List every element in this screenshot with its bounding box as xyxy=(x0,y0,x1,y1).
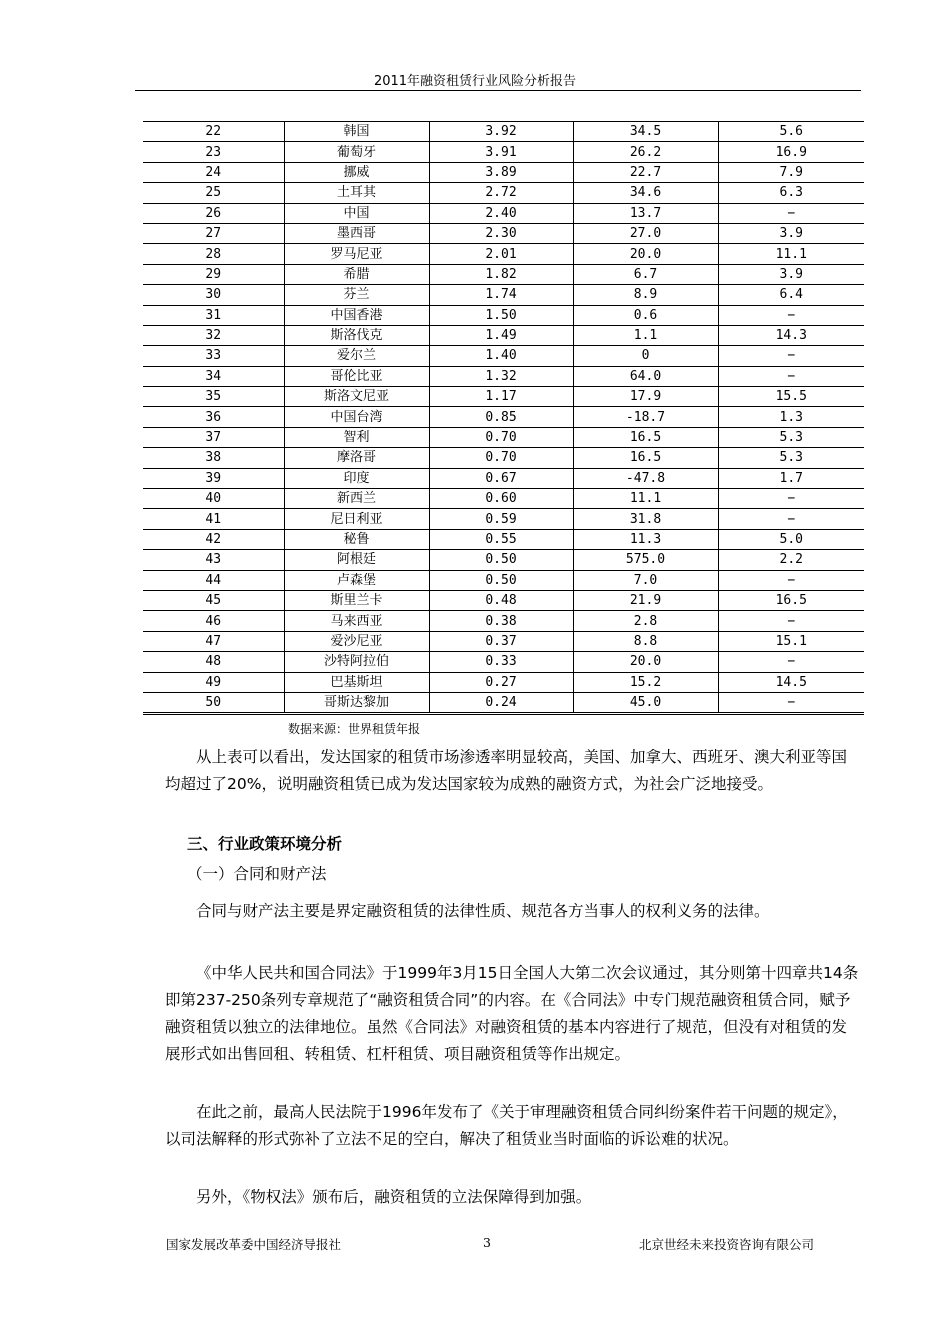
growth-cell: 26.2 xyxy=(573,142,718,162)
rate-cell: − xyxy=(718,570,864,590)
growth-cell: 16.5 xyxy=(573,448,718,468)
table-row xyxy=(143,285,864,305)
growth-cell: 575.0 xyxy=(573,550,718,570)
table-row xyxy=(143,692,864,713)
footer-page-number: 3 xyxy=(483,1235,491,1250)
rate-cell: 5.3 xyxy=(718,448,864,468)
country-cell: 中国 xyxy=(284,203,429,223)
country-cell: 爱尔兰 xyxy=(284,346,429,366)
rate-cell: 5.3 xyxy=(718,427,864,447)
share-cell: 0.85 xyxy=(429,407,573,427)
growth-cell: 6.7 xyxy=(573,264,718,284)
country-cell: 葡萄牙 xyxy=(284,142,429,162)
country-cell: 罗马尼亚 xyxy=(284,244,429,264)
rank-cell: 31 xyxy=(143,305,284,325)
growth-cell: 1.1 xyxy=(573,325,718,345)
rate-cell: 7.9 xyxy=(718,162,864,182)
growth-cell: 20.0 xyxy=(573,244,718,264)
rate-cell: − xyxy=(718,509,864,529)
share-cell: 0.67 xyxy=(429,468,573,488)
share-cell: 1.74 xyxy=(429,285,573,305)
table-row xyxy=(143,529,864,549)
table-row xyxy=(143,448,864,468)
share-cell: 0.55 xyxy=(429,529,573,549)
growth-cell: 8.8 xyxy=(573,631,718,651)
share-cell: 2.40 xyxy=(429,203,573,223)
rate-cell: 5.6 xyxy=(718,122,864,142)
rank-cell: 23 xyxy=(143,142,284,162)
growth-cell: 34.6 xyxy=(573,183,718,203)
share-cell: 2.01 xyxy=(429,244,573,264)
rank-cell: 48 xyxy=(143,652,284,672)
rank-cell: 35 xyxy=(143,387,284,407)
rank-cell: 45 xyxy=(143,590,284,610)
country-cell: 尼日利亚 xyxy=(284,509,429,529)
rank-cell: 49 xyxy=(143,672,284,692)
growth-cell: 8.9 xyxy=(573,285,718,305)
rank-cell: 38 xyxy=(143,448,284,468)
table-row xyxy=(143,590,864,610)
growth-cell: 22.7 xyxy=(573,162,718,182)
share-cell: 0.60 xyxy=(429,489,573,509)
rank-cell: 43 xyxy=(143,550,284,570)
country-cell: 卢森堡 xyxy=(284,570,429,590)
country-cell: 印度 xyxy=(284,468,429,488)
table-row xyxy=(143,427,864,447)
table-row xyxy=(143,468,864,488)
share-cell: 1.17 xyxy=(429,387,573,407)
growth-cell: 45.0 xyxy=(573,692,718,713)
share-cell: 0.37 xyxy=(429,631,573,651)
share-cell: 0.50 xyxy=(429,550,573,570)
rank-cell: 47 xyxy=(143,631,284,651)
paragraph-contract-law-intro: 合同与财产法主要是界定融资租赁的法律性质、规范各方当事人的权利义务的法律。 xyxy=(196,902,770,920)
growth-cell: 17.9 xyxy=(573,387,718,407)
share-cell: 2.72 xyxy=(429,183,573,203)
table-row xyxy=(143,672,864,692)
table-row xyxy=(143,366,864,386)
rate-cell: 11.1 xyxy=(718,244,864,264)
growth-cell: 7.0 xyxy=(573,570,718,590)
country-cell: 芬兰 xyxy=(284,285,429,305)
share-cell: 3.92 xyxy=(429,122,573,142)
growth-cell: -47.8 xyxy=(573,468,718,488)
table-row xyxy=(143,244,864,264)
table-row xyxy=(143,223,864,243)
table-source-note: 数据来源：世界租赁年报 xyxy=(288,722,421,736)
share-cell: 0.33 xyxy=(429,652,573,672)
country-cell: 斯洛文尼亚 xyxy=(284,387,429,407)
paragraph-property-law: 另外，《物权法》颁布后，融资租赁的立法保障得到加强。 xyxy=(196,1188,592,1206)
country-cell: 挪威 xyxy=(284,162,429,182)
table-row xyxy=(143,162,864,182)
country-cell: 智利 xyxy=(284,427,429,447)
rate-cell: − xyxy=(718,611,864,631)
country-cell: 哥伦比亚 xyxy=(284,366,429,386)
table-row xyxy=(143,550,864,570)
table-row xyxy=(143,631,864,651)
share-cell: 1.32 xyxy=(429,366,573,386)
share-cell: 0.70 xyxy=(429,448,573,468)
rate-cell: − xyxy=(718,489,864,509)
share-cell: 0.70 xyxy=(429,427,573,447)
country-cell: 新西兰 xyxy=(284,489,429,509)
table-row xyxy=(143,325,864,345)
growth-cell: 11.3 xyxy=(573,529,718,549)
table-row xyxy=(143,652,864,672)
growth-cell: 15.2 xyxy=(573,672,718,692)
rank-cell: 28 xyxy=(143,244,284,264)
country-cell: 爱沙尼亚 xyxy=(284,631,429,651)
paragraph-supreme-court: 在此之前，最高人民法院于1996年发布了《关于审理融资租赁合同纠纷案件若干问题的规定》，以司法解释的形式弥补了立法不足的空白，解决了租赁业当时面临的诉讼难的状况。 xyxy=(165,1103,848,1148)
rate-cell: 15.5 xyxy=(718,387,864,407)
rank-cell: 24 xyxy=(143,162,284,182)
country-cell: 哥斯达黎加 xyxy=(284,692,429,713)
country-cell: 韩国 xyxy=(284,122,429,142)
rate-cell: − xyxy=(718,346,864,366)
paragraph-penetration-summary: 从上表可以看出，发达国家的租赁市场渗透率明显较高，美国、加拿大、西班牙、澳大利亚等国均超过了20%，说明融资租赁已成为发达国家较为成熟的融资方式，为社会广泛地接受。 xyxy=(165,748,848,793)
page-header-title: 2011年融资租赁行业风险分析报告 xyxy=(373,74,577,89)
section-heading: 三、行业政策环境分析 xyxy=(187,835,343,853)
share-cell: 0.27 xyxy=(429,672,573,692)
growth-cell: -18.7 xyxy=(573,407,718,427)
table-body xyxy=(143,122,864,714)
header-rule xyxy=(135,90,861,91)
share-cell: 0.59 xyxy=(429,509,573,529)
share-cell: 1.82 xyxy=(429,264,573,284)
growth-cell: 21.9 xyxy=(573,590,718,610)
growth-cell: 34.5 xyxy=(573,122,718,142)
country-cell: 土耳其 xyxy=(284,183,429,203)
table-row xyxy=(143,183,864,203)
growth-cell: 64.0 xyxy=(573,366,718,386)
growth-cell: 20.0 xyxy=(573,652,718,672)
share-cell: 0.38 xyxy=(429,611,573,631)
country-cell: 墨西哥 xyxy=(284,223,429,243)
share-cell: 1.49 xyxy=(429,325,573,345)
rate-cell: − xyxy=(718,305,864,325)
rate-cell: 1.7 xyxy=(718,468,864,488)
country-cell: 阿根廷 xyxy=(284,550,429,570)
rank-cell: 37 xyxy=(143,427,284,447)
rate-cell: 1.3 xyxy=(718,407,864,427)
rank-cell: 30 xyxy=(143,285,284,305)
rate-cell: 2.2 xyxy=(718,550,864,570)
table-row xyxy=(143,387,864,407)
table-row xyxy=(143,203,864,223)
share-cell: 0.50 xyxy=(429,570,573,590)
rank-cell: 42 xyxy=(143,529,284,549)
growth-cell: 2.8 xyxy=(573,611,718,631)
country-cell: 摩洛哥 xyxy=(284,448,429,468)
rank-cell: 40 xyxy=(143,489,284,509)
rate-cell: 3.9 xyxy=(718,264,864,284)
footer-publisher: 国家发展改革委中国经济导报社 xyxy=(166,1237,342,1252)
rate-cell: 14.3 xyxy=(718,325,864,345)
country-cell: 斯洛伐克 xyxy=(284,325,429,345)
rank-cell: 41 xyxy=(143,509,284,529)
rank-cell: 25 xyxy=(143,183,284,203)
table-row xyxy=(143,489,864,509)
rate-cell: 6.3 xyxy=(718,183,864,203)
table-row xyxy=(143,611,864,631)
rank-cell: 39 xyxy=(143,468,284,488)
growth-cell: 31.8 xyxy=(573,509,718,529)
growth-cell: 11.1 xyxy=(573,489,718,509)
rank-cell: 46 xyxy=(143,611,284,631)
country-cell: 中国香港 xyxy=(284,305,429,325)
rate-cell: 16.5 xyxy=(718,590,864,610)
country-cell: 沙特阿拉伯 xyxy=(284,652,429,672)
rate-cell: 14.5 xyxy=(718,672,864,692)
rank-cell: 44 xyxy=(143,570,284,590)
country-cell: 斯里兰卡 xyxy=(284,590,429,610)
table-row xyxy=(143,509,864,529)
table-row xyxy=(143,122,864,142)
rate-cell: 5.0 xyxy=(718,529,864,549)
country-cell: 秘鲁 xyxy=(284,529,429,549)
table-row xyxy=(143,142,864,162)
rate-cell: − xyxy=(718,652,864,672)
table-row xyxy=(143,264,864,284)
country-cell: 中国台湾 xyxy=(284,407,429,427)
paragraph-contract-law-details: 《中华人民共和国合同法》于1999年3月15日全国人大第二次会议通过，其分则第十四章共14条即第237-250条列专章规范了“融资租赁合同”的内容。在《合同法》中专门规范融资租赁合同，赋予融资租赁以独立的法律地位。虽然《合同法》对融资租赁的基本内容进行了规范，但没有对租赁的发展形式如出售回租、转租赁、杠杆租赁、项目融资租赁等作出规定。 xyxy=(165,964,859,1063)
share-cell: 3.89 xyxy=(429,162,573,182)
rank-cell: 50 xyxy=(143,692,284,713)
table-row xyxy=(143,305,864,325)
rate-cell: 3.9 xyxy=(718,223,864,243)
rank-cell: 22 xyxy=(143,122,284,142)
rate-cell: 16.9 xyxy=(718,142,864,162)
rank-cell: 27 xyxy=(143,223,284,243)
leasing-penetration-table xyxy=(143,121,864,715)
share-cell: 1.50 xyxy=(429,305,573,325)
growth-cell: 16.5 xyxy=(573,427,718,447)
rate-cell: − xyxy=(718,692,864,713)
growth-cell: 0.6 xyxy=(573,305,718,325)
country-cell: 马来西亚 xyxy=(284,611,429,631)
growth-cell: 0 xyxy=(573,346,718,366)
share-cell: 0.24 xyxy=(429,692,573,713)
table-row xyxy=(143,346,864,366)
rate-cell: − xyxy=(718,366,864,386)
rate-cell: 15.1 xyxy=(718,631,864,651)
table-row xyxy=(143,407,864,427)
rank-cell: 34 xyxy=(143,366,284,386)
rank-cell: 33 xyxy=(143,346,284,366)
rank-cell: 36 xyxy=(143,407,284,427)
rank-cell: 32 xyxy=(143,325,284,345)
share-cell: 3.91 xyxy=(429,142,573,162)
growth-cell: 27.0 xyxy=(573,223,718,243)
rate-cell: − xyxy=(718,203,864,223)
share-cell: 2.30 xyxy=(429,223,573,243)
footer-company: 北京世经未来投资咨询有限公司 xyxy=(638,1237,814,1252)
country-cell: 巴基斯坦 xyxy=(284,672,429,692)
growth-cell: 13.7 xyxy=(573,203,718,223)
rate-cell: 6.4 xyxy=(718,285,864,305)
share-cell: 0.48 xyxy=(429,590,573,610)
table-row xyxy=(143,570,864,590)
rank-cell: 29 xyxy=(143,264,284,284)
country-cell: 希腊 xyxy=(284,264,429,284)
subsection-heading: （一）合同和财产法 xyxy=(187,865,327,883)
rank-cell: 26 xyxy=(143,203,284,223)
share-cell: 1.40 xyxy=(429,346,573,366)
